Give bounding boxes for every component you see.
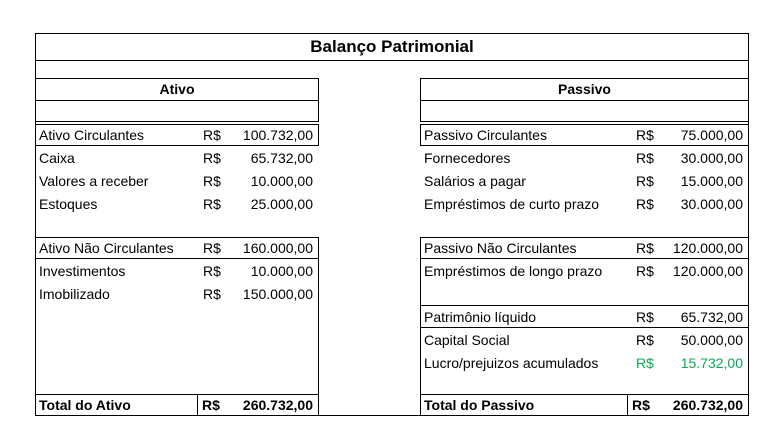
patrimonio-label: Patrimônio líquido	[424, 309, 537, 325]
ativo-header: Ativo	[159, 81, 195, 97]
ativo-item-value: 150.000,00	[242, 286, 313, 302]
ativo-spacer	[35, 100, 319, 122]
passivo-circulantes-currency: R$	[636, 127, 654, 143]
passivo-item-value: 30.000,00	[680, 196, 743, 212]
ativo-item-currency: R$	[203, 173, 221, 189]
passivo-item-label: Fornecedores	[424, 150, 511, 166]
passivo-item-currency: R$	[636, 150, 654, 166]
patrimonio-value: 65.732,00	[680, 309, 743, 325]
ativo-item-label: Investimentos	[39, 263, 126, 279]
passivo-circulantes-label: Passivo Circulantes	[424, 127, 547, 143]
passivo-nao-circulantes-currency: R$	[636, 240, 654, 256]
passivo-item-value: 120.000,00	[672, 263, 743, 279]
ativo-item-currency: R$	[203, 150, 221, 166]
patrimonio-currency: R$	[636, 309, 654, 325]
passivo-total-label: Total do Passivo	[424, 397, 535, 413]
passivo-item-value: 30.000,00	[680, 150, 743, 166]
ativo-total-label: Total do Ativo	[39, 397, 131, 413]
ativo-nao-circulantes-label: Ativo Não Circulantes	[39, 240, 174, 256]
ativo-total-value: 260.732,00	[242, 397, 313, 413]
passivo-item-value: 15.732,00	[680, 355, 743, 371]
passivo-item-label: Lucro/prejuizos acumulados	[424, 355, 599, 371]
passivo-total-currency: R$	[632, 397, 650, 413]
ativo-circulantes-label: Ativo Circulantes	[39, 127, 145, 143]
passivo-item-currency: R$	[636, 263, 654, 279]
ativo-item-value: 10.000,00	[250, 263, 313, 279]
ativo-item-currency: R$	[203, 286, 221, 302]
passivo-item-label: Empréstimos de curto prazo	[424, 196, 600, 212]
ativo-column-divider	[318, 258, 319, 395]
ativo-item-label: Imobilizado	[39, 286, 110, 302]
ativo-item-value: 10.000,00	[250, 173, 313, 189]
ativo-total-currency: R$	[202, 397, 220, 413]
passivo-column-divider	[420, 327, 421, 395]
ativo-item-label: Valores a receber	[39, 173, 149, 189]
passivo-item-currency: R$	[636, 173, 654, 189]
ativo-circulantes-currency: R$	[203, 127, 221, 143]
passivo-circulantes-value: 75.000,00	[680, 127, 743, 143]
ativo-item-currency: R$	[203, 196, 221, 212]
passivo-item-label: Salários a pagar	[424, 173, 526, 189]
passivo-total-value: 260.732,00	[672, 397, 743, 413]
page-title: Balanço Patrimonial	[35, 33, 749, 61]
ativo-column-divider	[35, 258, 36, 395]
passivo-item-label: Empréstimos de longo prazo	[424, 263, 603, 279]
ativo-circulantes-value: 100.732,00	[242, 127, 313, 143]
ativo-total-divider	[197, 394, 198, 416]
ativo-item-label: Caixa	[39, 150, 75, 166]
passivo-spacer	[420, 100, 749, 122]
passivo-header: Passivo	[558, 81, 611, 97]
passivo-total-divider	[627, 394, 628, 416]
passivo-item-currency: R$	[636, 332, 654, 348]
ativo-nao-circulantes-currency: R$	[203, 240, 221, 256]
passivo-item-currency: R$	[636, 196, 654, 212]
ativo-item-value: 65.732,00	[250, 150, 313, 166]
ativo-item-currency: R$	[203, 263, 221, 279]
passivo-item-value: 15.000,00	[680, 173, 743, 189]
ativo-item-value: 25.000,00	[250, 196, 313, 212]
passivo-item-label: Capital Social	[424, 332, 510, 348]
ativo-nao-circulantes-value: 160.000,00	[242, 240, 313, 256]
passivo-column-divider	[748, 327, 749, 395]
passivo-item-currency: R$	[636, 355, 654, 371]
ativo-item-label: Estoques	[39, 196, 98, 212]
passivo-item-value: 50.000,00	[680, 332, 743, 348]
passivo-nao-circulantes-value: 120.000,00	[672, 240, 743, 256]
passivo-nao-circulantes-label: Passivo Não Circulantes	[424, 240, 577, 256]
